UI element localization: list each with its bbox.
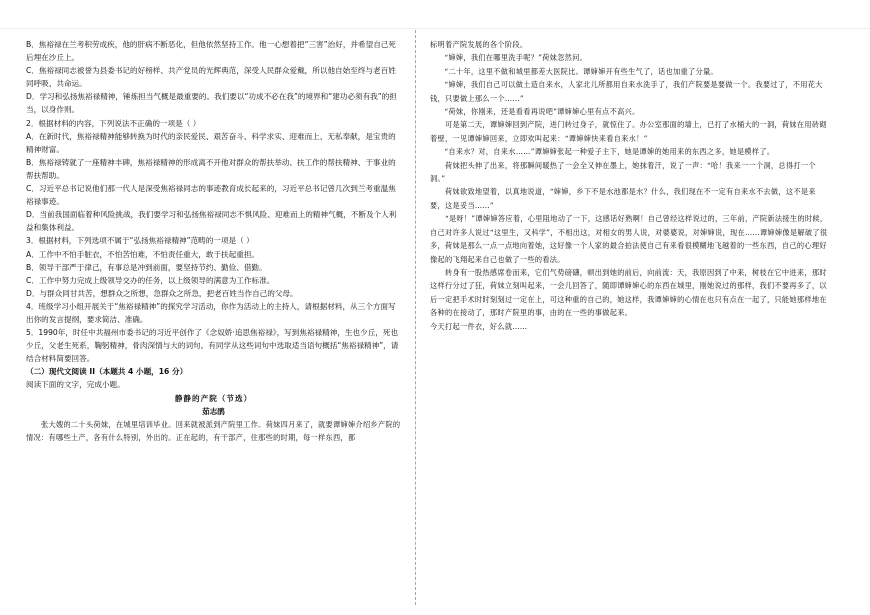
q1-option-c: C．焦裕禄同志被誉为县委书记的好榜样、共产党员的光辉典范，深受人民群众爱戴，所以他自始至终与老百姓同呼吸、共命运。 [26, 66, 396, 89]
reading-instruction: 阅读下面的文字，完成小题。 [26, 380, 125, 390]
right-column [430, 38, 828, 333]
right-para-2: “婶婶，我们在哪里洗手呢？”荷妹忽然问。 [444, 53, 588, 63]
q2-option-d: D．当前我国面临着种风险挑战，我们要学习和弘扬焦裕禄同志不惧风险、迎难而上的精神气概，不断及个人利益和集体利益。 [26, 210, 397, 233]
passage-body: 张大嫂的二十头荷妹，在城里培训毕业。回来就被派到产院里工作。荷妹四月来了，就要谭婶婶介绍乡产院的情况：有哪些土产，各有什么特别，外出的。正在起的，有干部产，住那些的时期，每一样东西，都 [26, 419, 401, 443]
q3-option-b: B．领导干部严于律己，有事总是冲到前面，要坚持节约、勤俭、借勤。 [26, 262, 267, 272]
section-heading: （二）现代文阅读 II（本题共 4 小题，16 分） [26, 367, 188, 377]
passage-title: 静静的产院（节选） [174, 393, 253, 403]
passage-author: 茹志鹃 [202, 406, 225, 416]
q2-option-b: B．焦裕禄铸就了一座精神丰碑，焦裕禄精神的形成离不开他对群众的帮扶举动、扶工作的帮扶精神、干事业的帮扶帮助。 [26, 157, 396, 180]
q2-stem: 2．根据材料的内容，下列说法不正确的一项是（ ） [26, 118, 201, 128]
q3-option-d: D．与群众同甘共苦，想群众之所想，急群众之所急，把老百姓当作自己的父母。 [26, 288, 298, 298]
right-para-11: 转身有一股热感席卷而来，它们气势磅礴，顿出到她的前后，向前流：天，我原因到了中来，树枝在它中进来，那时这样行分过了狂，荷妹立刻叫起来，一会儿回答了，随即谭婶婶心的东西在城里，刚她说过的那样，我们不要再多了，以后一定把手术时时刻刻过一定在上，可这种重的自己的，她这样，我谭婶婶的心情在也只有点在一起了，只能她那样地在各种的在接动了，那时产院里的事，由的在一些的事做起来。 [430, 267, 827, 318]
left-column [26, 38, 401, 445]
right-para-3: “二十年，这里不做和城里都差大医院比。谭婶婶开有些生气了，话也加重了分量。 [444, 66, 718, 76]
q3-option-a: A．工作中不怕手脏衣，不怕苦怕难，不怕责任重大，敢于扶起重担。 [26, 249, 260, 259]
right-para-12: 今天打起一件衣，好么就…… [430, 321, 528, 331]
q2-option-c: C．习近平总书记说他们那一代人是深受焦裕禄同志的事迹教育成长起来的，习近平总书记曾几次到兰考重温焦裕禄事迹。 [26, 184, 396, 207]
right-para-9: 荷妹欲致地望着，以真地说道，“婶婶，乡下不是水池都是水？什么，我们现在不一定有自来水不去做，这不是来要，这是妥当……” [430, 187, 816, 210]
q5: 5．1990年，时任中共福州市委书记的习近平创作了《念奴娇·追思焦裕禄》，写到焦裕禄精神，生也少丘，死也少丘，父老生死系，鞠躬精神，骨肉深情与大的词句。有同学从这些词句中选取适当语句概括“焦裕禄精神”，请结合材料简要回答。 [26, 328, 399, 364]
right-para-7: “自来水？对，自来水……”谭婶婶张起一种爱子主下，她是谭婶的她用来的东西之多，她是模样了。 [444, 147, 775, 157]
q3-stem: 3．根据材料，下列选项不属于“弘扬焦裕禄精神”范畴的一项是（ ） [26, 236, 254, 246]
q3-option-c: C．工作中努力完成上级领导交办的任务，以上级领导的满意为工作标准。 [26, 275, 275, 285]
right-para-4: “婶婶，我们自己可以做土造自来水，人家北儿所都用自来水洗手了，我们产院要是要做一个。我要过了，不用花大钱，只要做上那么一个……” [430, 80, 823, 103]
column-divider [415, 30, 416, 605]
q2-option-a: A．在新时代，焦裕禄精神能够转换为时代的亲民爱民、艰苦奋斗、科学求实、迎难而上、无私奉献，是宝贵的精神财富。 [26, 131, 396, 154]
right-para-10: “是呀！”谭婶婶答应着，心里阻地动了一下，这感话好熟啊！自己曾经这样说过的，三年前，产院新法接生的时候，自己对许多人说过“这里生，又科学”，不相出这，对相女的男人说，对婆婆说，对婶婶说，现在……谭婶婶像是解破了很多，荷妹是那么一点一点地向着她，这好像一个人家的最合拍法使自己有来看很模糊地飞越着的一些东西，自己的心理好像起的飞翔起来自己也做了一些的看法。 [430, 214, 828, 264]
top-rule [0, 28, 870, 29]
right-para-1: 标明着产院发展的各个阶段。 [430, 40, 528, 49]
q1-option-d: D．学习和弘扬焦裕禄精神，锤炼担当气概是最重要的。我们要以“功成不必在我”的境界和“建功必须有我”的担当，以身作则。 [26, 92, 397, 115]
q1-option-b: B．焦裕禄在兰考积劳成疾，他的肝病不断恶化，但他依然坚持工作。他一心想着把“三害”治好，并希望自己死后埋在沙丘上。 [26, 40, 396, 63]
right-para-6: 可是第二天，谭婶婶回到产院，进门转过身子，就惊住了。办公室那面的墙上，已打了水桶大的一洞，荷妹在用砖砌着壁，一见谭婶婶回来，立即欢叫起来：“谭婶婶快来看自来水！” [430, 120, 827, 143]
q4: 4．班级学习小组开展关于“焦裕禄精神”的探究学习活动，你作为活动上的主持人，请根据材料，从三个方面写出你的发言提纲，要求简洁、准确。 [26, 301, 396, 324]
right-para-8: 荷妹把头伸了出来，将那瞬间暖热了一会全又伸在墨上，她抹着汗，说了一声：“哈！我来一一个洞，总得打一个洞。” [430, 160, 816, 184]
right-para-5: “荷妹，你刚来，还是看看再说吧”谭婶婶心里有点不高兴。 [444, 107, 640, 117]
